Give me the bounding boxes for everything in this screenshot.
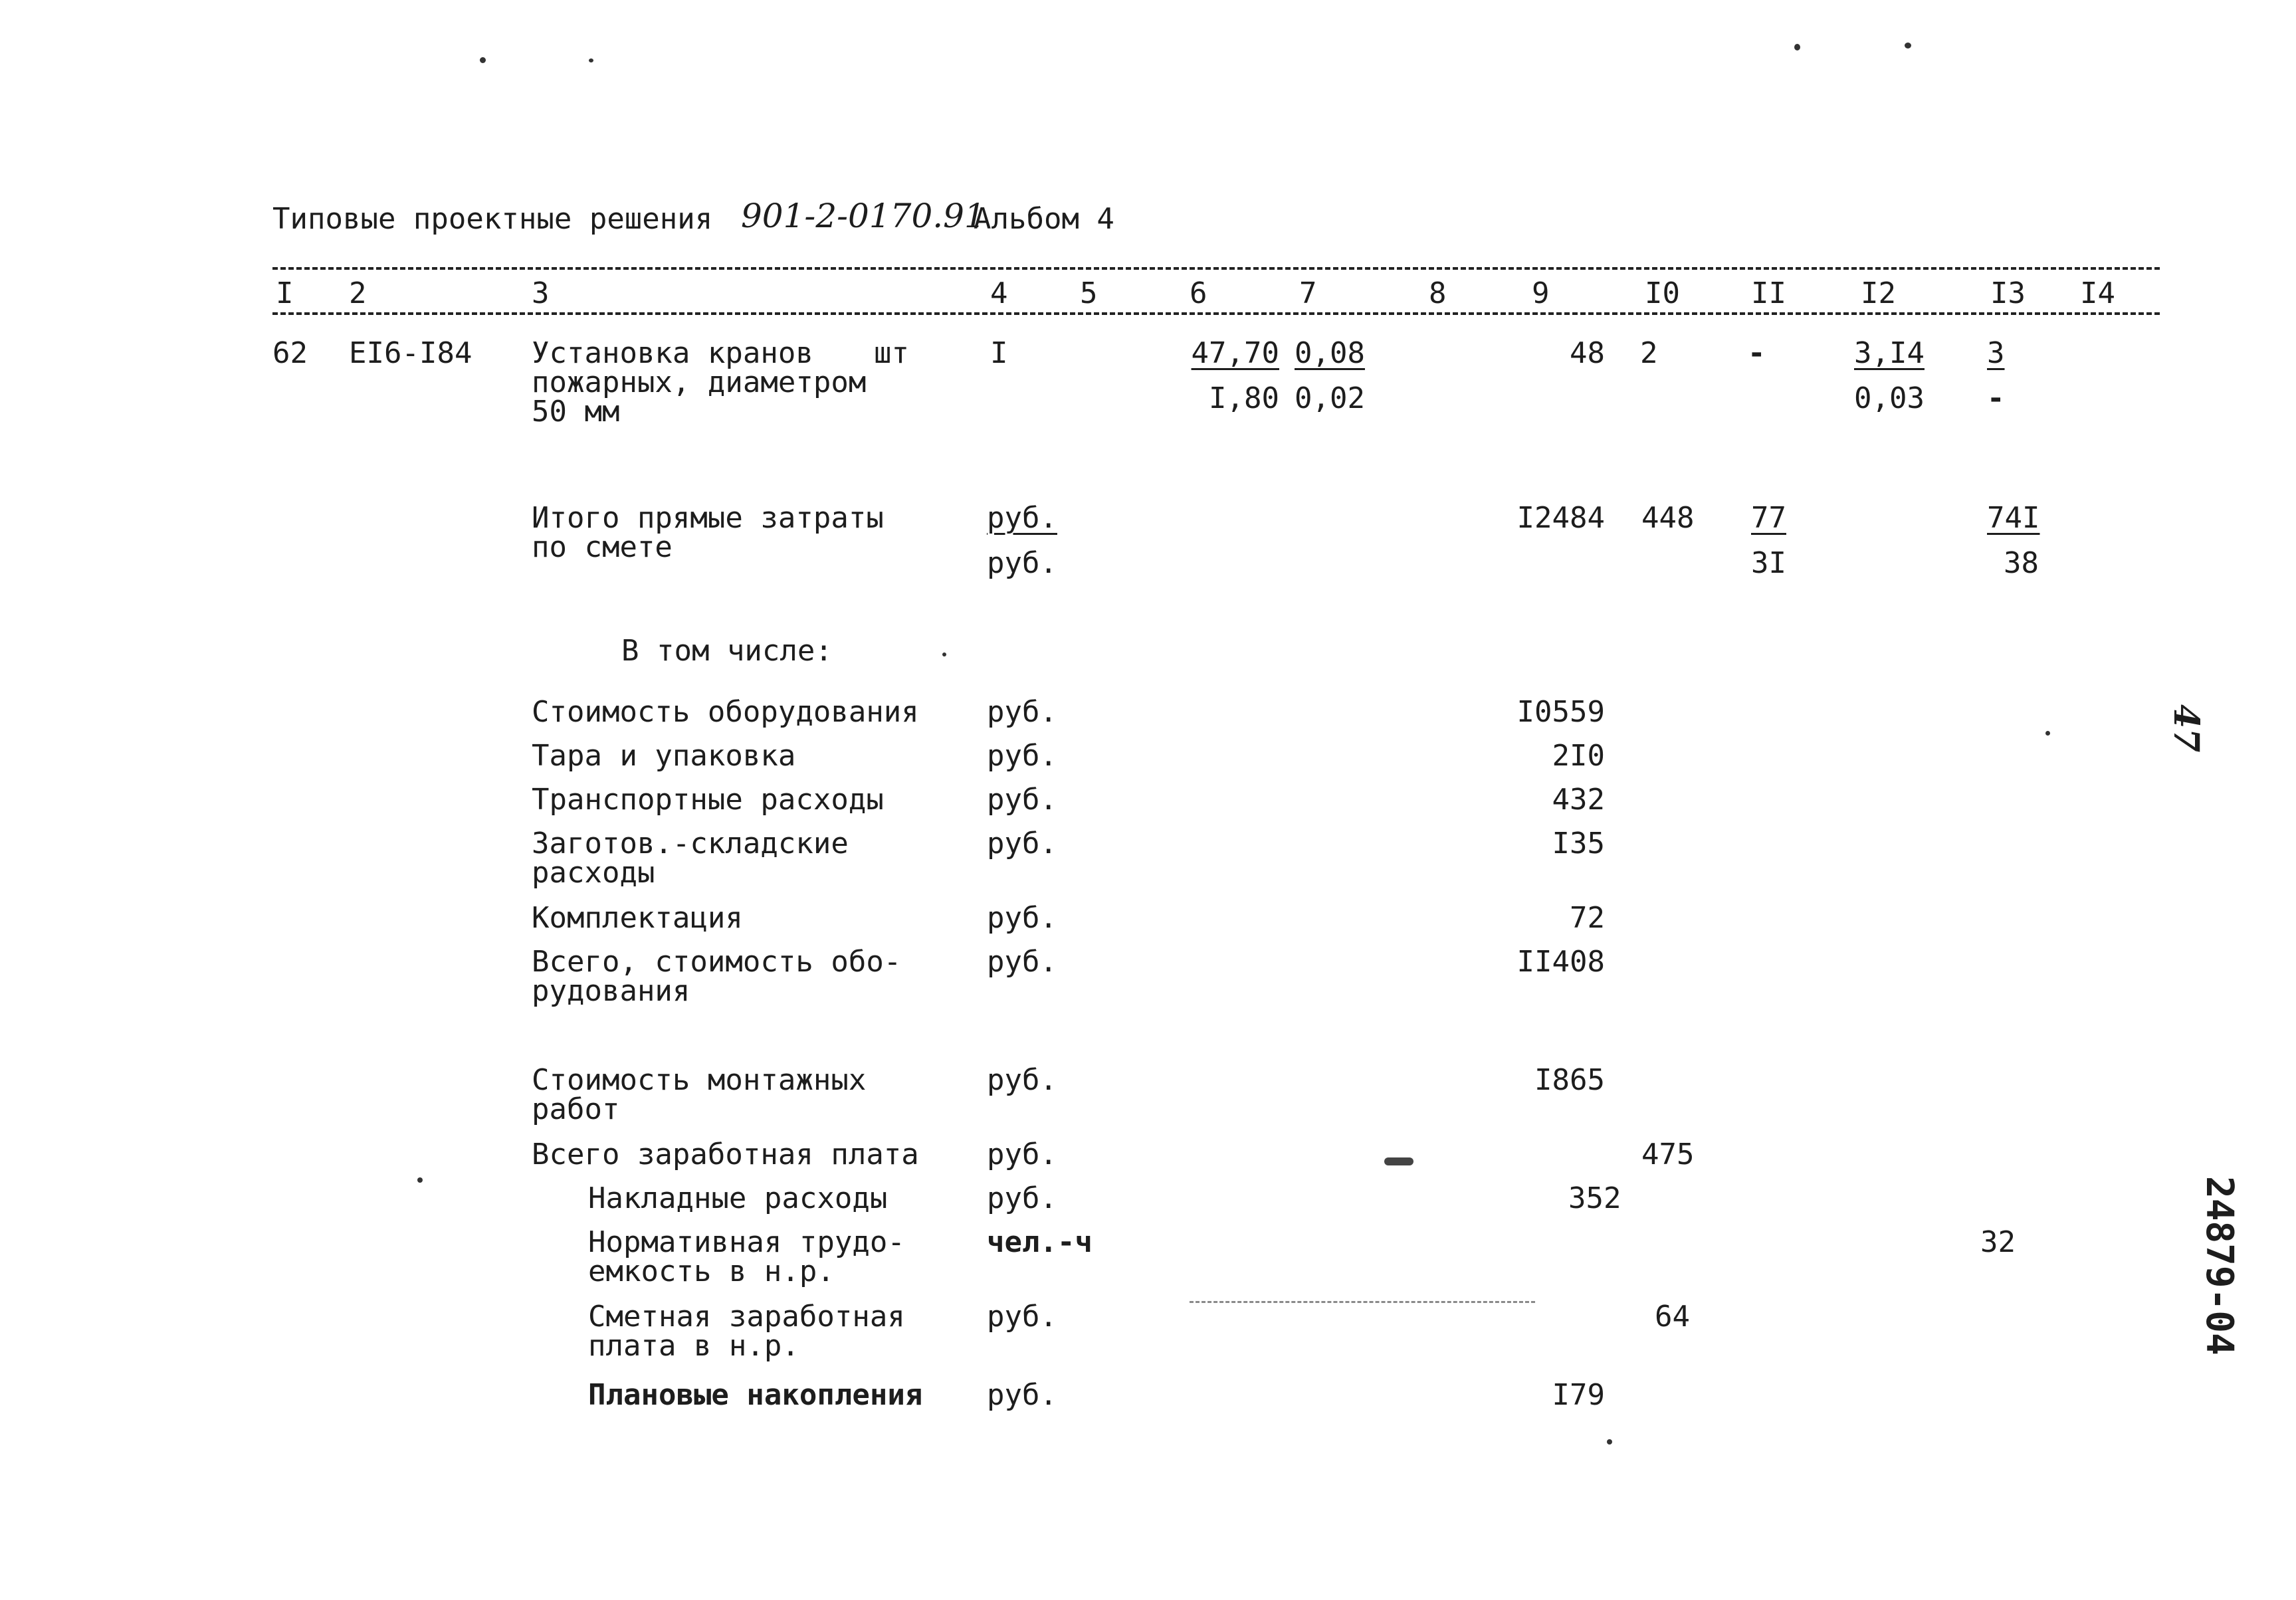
breakdown-unit: руб. bbox=[987, 945, 1057, 979]
item-c13-top: 3 bbox=[1987, 336, 2005, 370]
col-5-header: 5 bbox=[1080, 276, 1098, 310]
breakdown-label-line: Стоимость оборудования bbox=[532, 695, 919, 729]
header-prefix: Типовые проектные решения bbox=[272, 202, 713, 236]
header-rule-bottom bbox=[272, 312, 2160, 315]
item-quantity: I bbox=[990, 336, 1008, 370]
item-c12-bottom: 0,03 bbox=[1854, 381, 1925, 415]
breakdown-value: I35 bbox=[1552, 827, 1605, 860]
col-4-header: 4 bbox=[990, 276, 1008, 310]
item-c6-top: 47,70 bbox=[1191, 336, 1279, 370]
breakdown-label bbox=[588, 1225, 905, 1288]
breakdown-label-line: рудования bbox=[532, 974, 690, 1008]
speck bbox=[1607, 1439, 1612, 1445]
col-13-header: I3 bbox=[1990, 276, 2026, 310]
breakdown-unit: чел.-ч bbox=[987, 1225, 1093, 1259]
item-c10: 2 bbox=[1640, 336, 1658, 370]
speck bbox=[2045, 731, 2050, 736]
breakdown-label bbox=[588, 1302, 905, 1361]
breakdown-unit: руб. bbox=[987, 1138, 1057, 1171]
project-code: 901-2-0170.91 bbox=[741, 197, 986, 235]
totals-c13-top: 74I bbox=[1987, 501, 2040, 535]
including-heading: В том числе: bbox=[621, 634, 833, 668]
speck bbox=[1905, 43, 1911, 49]
col-9-header: 9 bbox=[1532, 276, 1550, 310]
breakdown-label bbox=[532, 1140, 919, 1169]
breakdown-label bbox=[588, 1181, 888, 1215]
breakdown-label-line: Накладные расходы bbox=[588, 1181, 888, 1215]
faint-dash-line bbox=[1190, 1301, 1535, 1303]
breakdown-value: 32 bbox=[1980, 1225, 2016, 1259]
breakdown-label bbox=[532, 785, 884, 815]
speck bbox=[589, 58, 593, 62]
breakdown-value: 64 bbox=[1655, 1300, 1690, 1334]
col-14-header: I4 bbox=[2080, 276, 2115, 310]
breakdown-value: I79 bbox=[1552, 1378, 1605, 1412]
breakdown-label bbox=[532, 695, 919, 729]
speck bbox=[417, 1177, 423, 1183]
col-12-header: I2 bbox=[1861, 276, 1896, 310]
breakdown-unit: руб. bbox=[987, 827, 1057, 860]
breakdown-unit: руб. bbox=[987, 1181, 1057, 1215]
col-8-header: 8 bbox=[1429, 276, 1447, 310]
speck bbox=[480, 57, 486, 63]
totals-c9: I2484 bbox=[1516, 501, 1605, 535]
item-desc-line: 50 мм bbox=[532, 395, 620, 429]
totals-c11-top: 77 bbox=[1751, 501, 1786, 535]
totals-label-line: Итого прямые затраты bbox=[532, 501, 884, 535]
totals-label bbox=[532, 501, 884, 564]
breakdown-unit: руб. bbox=[987, 901, 1057, 935]
breakdown-label-line: Плановые накопления bbox=[588, 1378, 923, 1412]
breakdown-value: 2I0 bbox=[1552, 739, 1605, 773]
breakdown-value: 432 bbox=[1552, 783, 1605, 817]
breakdown-value: 72 bbox=[1570, 901, 1605, 935]
breakdown-value: I0559 bbox=[1516, 695, 1605, 729]
breakdown-label bbox=[588, 1378, 923, 1412]
totals-unit-top: руб. bbox=[987, 501, 1057, 535]
col-6-header: 6 bbox=[1190, 276, 1207, 310]
breakdown-unit: руб. bbox=[987, 783, 1057, 817]
breakdown-label-line: Транспортные расходы bbox=[532, 783, 884, 817]
item-c6-bottom: I,80 bbox=[1209, 381, 1279, 415]
breakdown-label-line: емкость в н.р. bbox=[588, 1254, 835, 1288]
breakdown-value: 352 bbox=[1568, 1181, 1621, 1215]
col-2-header: 2 bbox=[349, 276, 367, 310]
item-c13-bottom: - bbox=[1987, 381, 2005, 415]
breakdown-value: I865 bbox=[1534, 1063, 1605, 1097]
album-label: Альбом 4 bbox=[974, 202, 1114, 236]
breakdown-unit: руб. bbox=[987, 1300, 1057, 1334]
col-3-header: 3 bbox=[532, 276, 550, 310]
breakdown-label-line: расходы bbox=[532, 856, 655, 890]
breakdown-label bbox=[532, 901, 743, 935]
item-desc-line: пожарных, диаметром bbox=[532, 365, 867, 399]
breakdown-label-line: плата в н.р. bbox=[588, 1329, 799, 1363]
speck bbox=[1384, 1157, 1413, 1165]
col-1-header: I bbox=[276, 276, 294, 310]
item-number: 62 bbox=[272, 336, 308, 370]
breakdown-label-line: Тара и упаковка bbox=[532, 739, 796, 773]
breakdown-label-line: работ bbox=[532, 1092, 620, 1126]
header-rule-top bbox=[272, 267, 2160, 270]
item-c9: 48 bbox=[1570, 336, 1605, 370]
breakdown-label bbox=[532, 1063, 867, 1126]
totals-c10: 448 bbox=[1641, 501, 1695, 535]
totals-label-line: по смете bbox=[532, 530, 673, 564]
breakdown-label-line: Нормативная трудо- bbox=[588, 1225, 905, 1259]
breakdown-label-line: Всего, стоимость обо- bbox=[532, 945, 902, 979]
item-c11: - bbox=[1748, 336, 1766, 370]
breakdown-unit: руб. bbox=[987, 1378, 1057, 1412]
breakdown-label bbox=[532, 945, 902, 1008]
speck bbox=[1794, 44, 1800, 50]
document-number: 24879-04 bbox=[2198, 1176, 2241, 1355]
breakdown-value: 475 bbox=[1641, 1138, 1695, 1171]
col-7-header: 7 bbox=[1299, 276, 1317, 310]
breakdown-unit: руб. bbox=[987, 695, 1057, 729]
totals-unit-bottom: руб. bbox=[987, 546, 1057, 580]
totals-c13-bottom: 38 bbox=[2004, 546, 2039, 580]
totals-c11-bottom: 3I bbox=[1751, 546, 1786, 580]
breakdown-label-line: Всего заработная плата bbox=[532, 1138, 919, 1171]
breakdown-value: II408 bbox=[1516, 945, 1605, 979]
item-c7-bottom: 0,02 bbox=[1295, 381, 1365, 415]
breakdown-label bbox=[532, 739, 796, 773]
breakdown-label-line: Стоимость монтажных bbox=[532, 1063, 867, 1097]
breakdown-label-line: Сметная заработная bbox=[588, 1300, 905, 1334]
item-desc-line: Установка кранов bbox=[532, 336, 813, 370]
breakdown-label-line: Заготов.-складские bbox=[532, 827, 849, 860]
item-code: EI6-I84 bbox=[349, 336, 472, 370]
speck bbox=[942, 652, 946, 656]
page-number: 47 bbox=[2166, 704, 2206, 753]
breakdown-unit: руб. bbox=[987, 739, 1057, 773]
item-description bbox=[532, 336, 867, 429]
item-c7-top: 0,08 bbox=[1295, 336, 1365, 370]
item-unit: шт bbox=[874, 336, 909, 370]
breakdown-label bbox=[532, 829, 849, 888]
breakdown-unit: руб. bbox=[987, 1063, 1057, 1097]
breakdown-label-line: Комплектация bbox=[532, 901, 743, 935]
col-10-header: I0 bbox=[1645, 276, 1680, 310]
col-11-header: II bbox=[1751, 276, 1786, 310]
item-c12-top: 3,I4 bbox=[1854, 336, 1925, 370]
